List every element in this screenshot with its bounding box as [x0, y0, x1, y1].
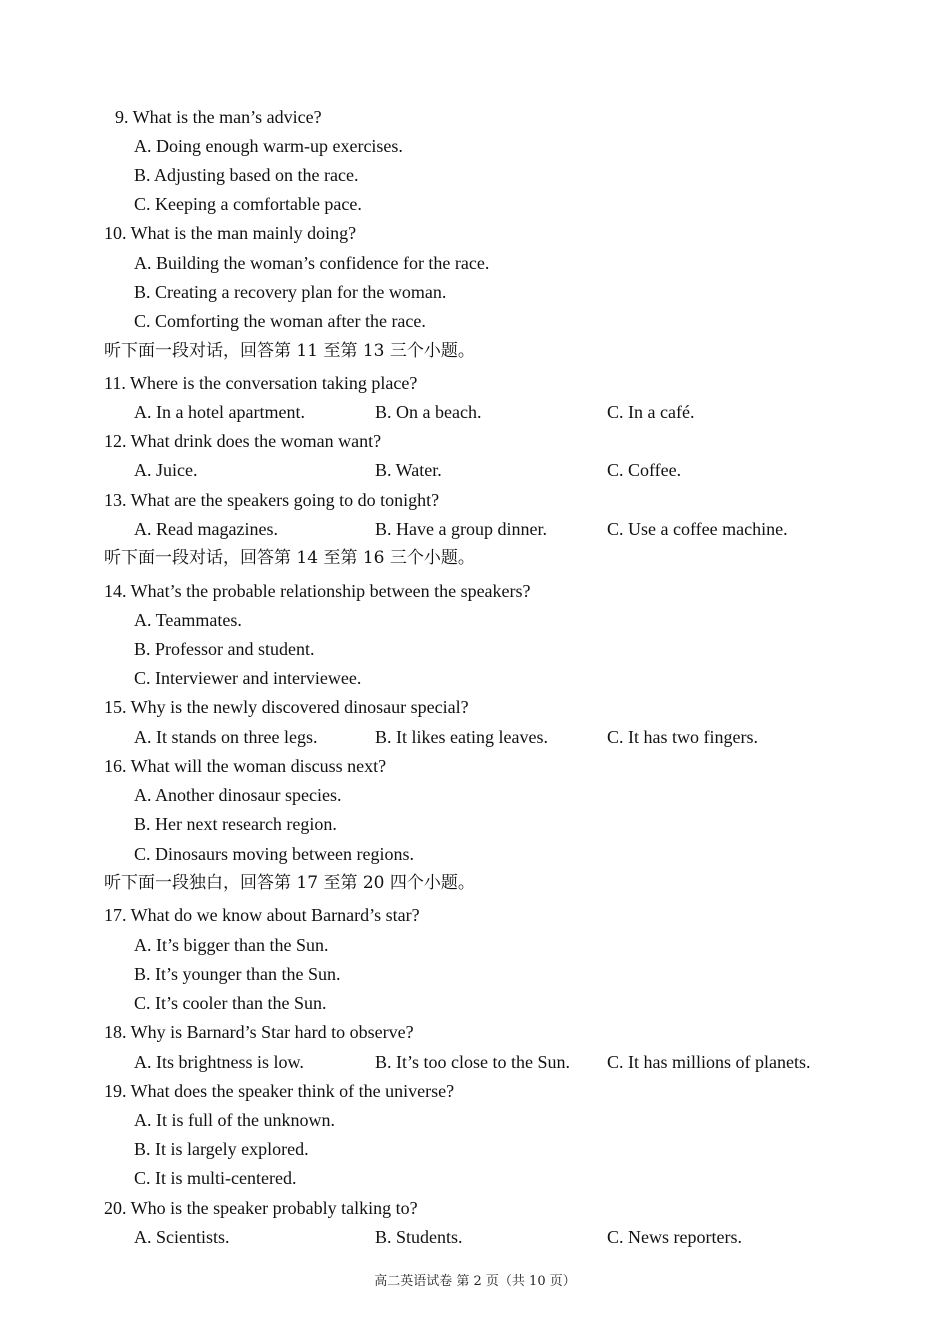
question-11-option-b: B. On a beach.	[375, 402, 482, 422]
question-15-option-a: A. It stands on three legs.	[134, 727, 318, 747]
question-17-option-b: B. It’s younger than the Sun.	[134, 964, 341, 984]
question-10-option-c: C. Comforting the woman after the race.	[134, 311, 426, 331]
question-12-option-b: B. Water.	[375, 460, 442, 480]
question-9-option-b: B. Adjusting based on the race.	[134, 165, 359, 185]
question-19-option-a: A. It is full of the unknown.	[134, 1110, 335, 1130]
question-18-option-c: C. It has millions of planets.	[607, 1052, 811, 1072]
question-14-option-b: B. Professor and student.	[134, 639, 315, 659]
question-15-stem: 15. Why is the newly discovered dinosaur special?	[104, 697, 469, 717]
question-18-option-b: B. It’s too close to the Sun.	[375, 1052, 570, 1072]
question-19-option-c: C. It is multi-centered.	[134, 1168, 297, 1188]
question-13-option-a: A. Read magazines.	[134, 519, 278, 539]
question-19-stem: 19. What does the speaker think of the universe?	[104, 1081, 455, 1101]
section-instruction-17-20: 听下面一段独白，回答第 17 至第 20 四个小题。	[104, 873, 475, 893]
question-16-stem: 16. What will the woman discuss next?	[104, 756, 387, 776]
question-9-stem: 9. What is the man’s advice?	[115, 107, 322, 127]
question-13-option-b: B. Have a group dinner.	[375, 519, 547, 539]
question-11-option-a: A. In a hotel apartment.	[134, 402, 305, 422]
question-17-option-a: A. It’s bigger than the Sun.	[134, 935, 329, 955]
question-13-stem: 13. What are the speakers going to do tonight?	[104, 490, 440, 510]
question-17-option-c: C. It’s cooler than the Sun.	[134, 993, 327, 1013]
question-11-option-c: C. In a café.	[607, 402, 695, 422]
question-13-option-c: C. Use a coffee machine.	[607, 519, 788, 539]
question-20-option-b: B. Students.	[375, 1227, 463, 1247]
page-footer: 高二英语试卷 第 2 页（共 10 页）	[374, 1274, 576, 1289]
question-18-stem: 18. Why is Barnard’s Star hard to observe?	[104, 1022, 414, 1042]
question-12-option-a: A. Juice.	[134, 460, 198, 480]
question-20-stem: 20. Who is the speaker probably talking to?	[104, 1198, 418, 1218]
question-20-option-c: C. News reporters.	[607, 1227, 742, 1247]
question-14-option-a: A. Teammates.	[134, 610, 242, 630]
question-10-option-a: A. Building the woman’s confidence for the race.	[134, 253, 490, 273]
question-10-stem: 10. What is the man mainly doing?	[104, 223, 357, 243]
question-18-option-a: A. Its brightness is low.	[134, 1052, 304, 1072]
section-instruction-11-13: 听下面一段对话，回答第 11 至第 13 三个小题。	[104, 341, 475, 361]
question-11-stem: 11. Where is the conversation taking place?	[104, 373, 418, 393]
question-12-stem: 12. What drink does the woman want?	[104, 431, 382, 451]
question-14-option-c: C. Interviewer and interviewee.	[134, 668, 362, 688]
question-16-option-c: C. Dinosaurs moving between regions.	[134, 844, 414, 864]
question-16-option-a: A. Another dinosaur species.	[134, 785, 342, 805]
question-9-option-a: A. Doing enough warm-up exercises.	[134, 136, 403, 156]
question-16-option-b: B. Her next research region.	[134, 814, 337, 834]
question-19-option-b: B. It is largely explored.	[134, 1139, 309, 1159]
question-10-option-b: B. Creating a recovery plan for the woman.	[134, 282, 447, 302]
section-instruction-14-16: 听下面一段对话，回答第 14 至第 16 三个小题。	[104, 548, 475, 568]
question-15-option-b: B. It likes eating leaves.	[375, 727, 548, 747]
question-15-option-c: C. It has two fingers.	[607, 727, 758, 747]
question-20-option-a: A. Scientists.	[134, 1227, 230, 1247]
question-14-stem: 14. What’s the probable relationship between the speakers?	[104, 581, 531, 601]
question-17-stem: 17. What do we know about Barnard’s star?	[104, 905, 420, 925]
question-12-option-c: C. Coffee.	[607, 460, 682, 480]
question-9-option-c: C. Keeping a comfortable pace.	[134, 194, 362, 214]
